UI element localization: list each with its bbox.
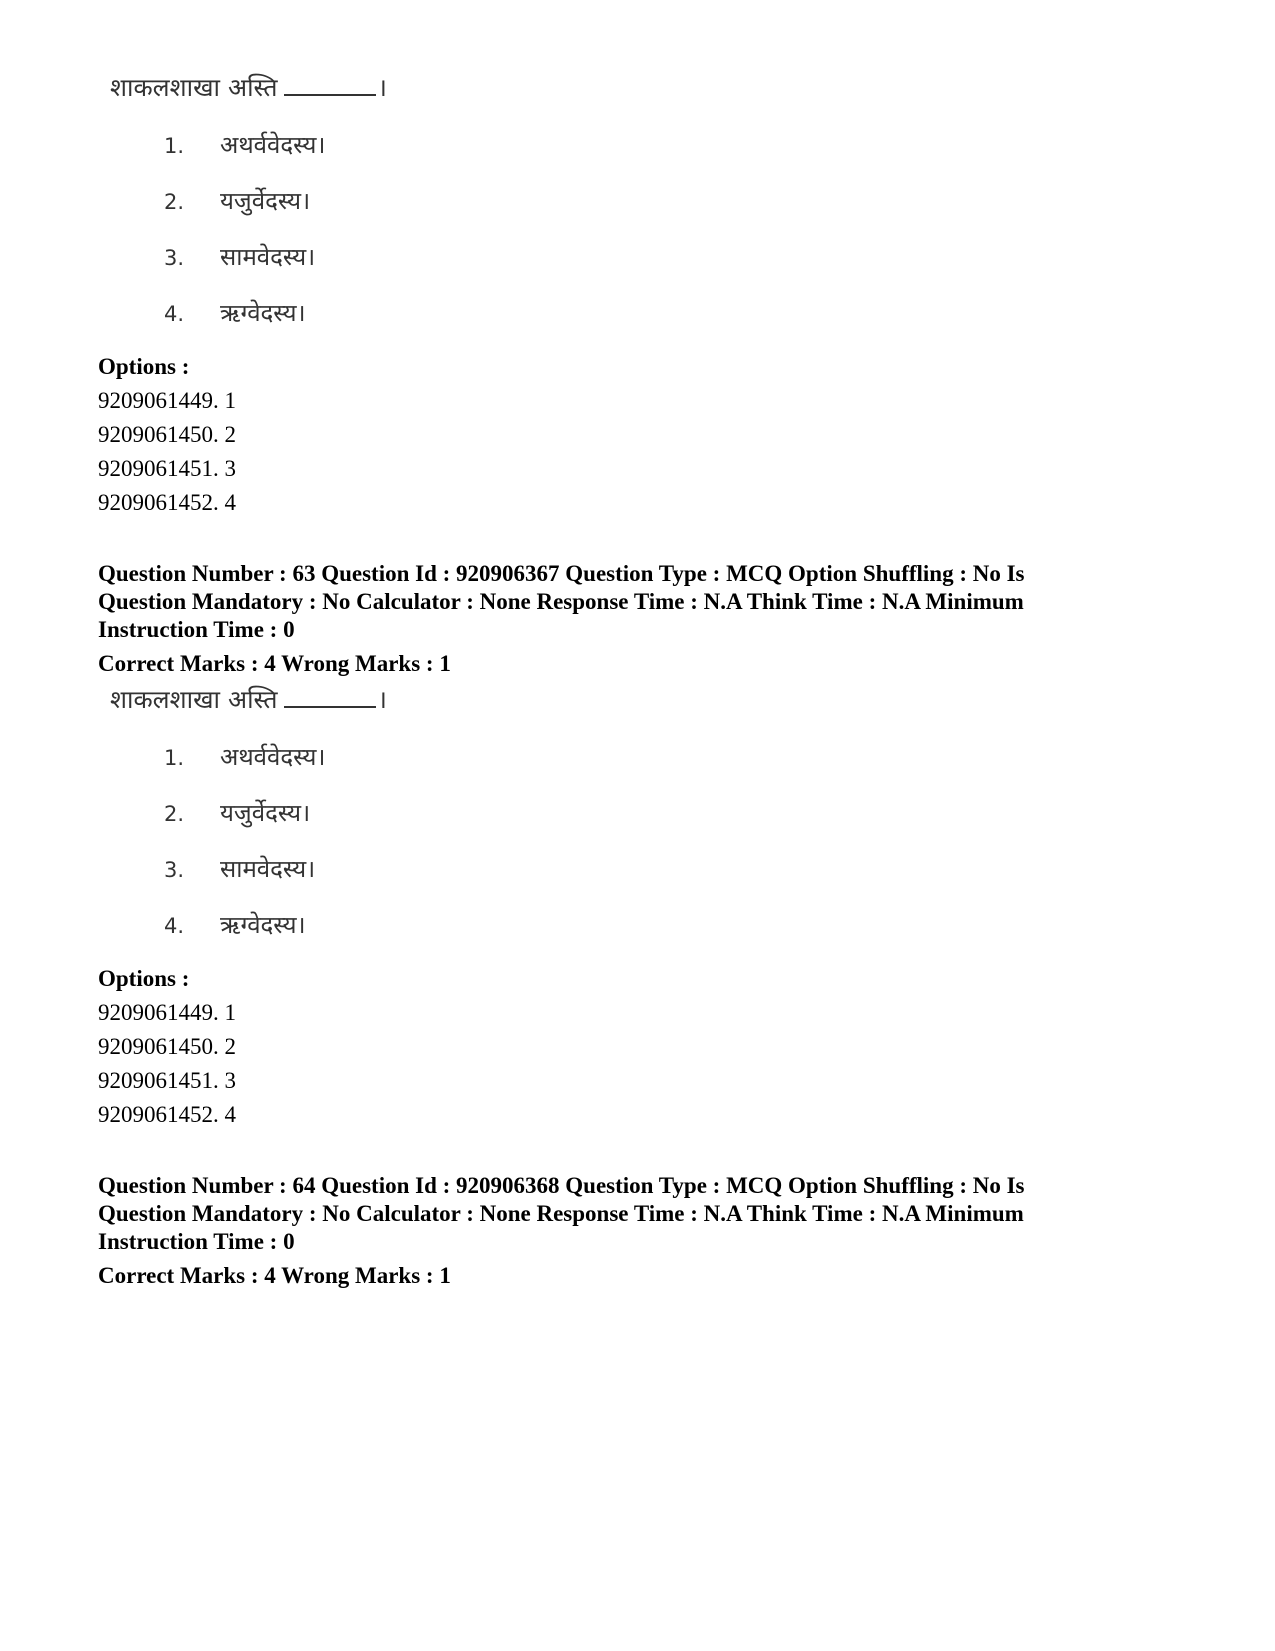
meta-line: Question Number : 63 Question Id : 920906367 Question Type : MCQ Option Shuffling : No Is <box>98 561 1025 586</box>
option-text: अथर्ववेदस्य। <box>220 131 326 159</box>
option-id: 9209061452. 4 <box>98 490 236 515</box>
options-heading: Options : <box>98 966 190 991</box>
question-option <box>164 184 310 217</box>
option-number: 3. <box>164 858 185 882</box>
danda: । <box>377 685 388 714</box>
meta-line: Instruction Time : 0 <box>98 1229 295 1254</box>
question-option <box>164 740 325 773</box>
answer-blank <box>284 684 376 708</box>
option-number: 1. <box>164 134 185 158</box>
options-heading: Options : <box>98 354 190 379</box>
option-text: यजुर्वेदस्य। <box>220 187 311 215</box>
question-option <box>164 240 315 273</box>
option-id: 9209061452. 4 <box>98 1102 236 1127</box>
options-list <box>98 350 236 520</box>
option-number: 4. <box>164 914 185 938</box>
question-option <box>164 852 315 885</box>
question-image <box>100 682 700 942</box>
option-id: 9209061451. 3 <box>98 456 236 481</box>
option-number: 4. <box>164 302 185 326</box>
question-image <box>100 70 700 330</box>
option-text: सामवेदस्य। <box>220 243 316 271</box>
danda: । <box>377 73 388 102</box>
answer-blank <box>284 72 376 96</box>
option-number: 1. <box>164 746 185 770</box>
meta-line: Question Number : 64 Question Id : 920906368 Question Type : MCQ Option Shuffling : No Is <box>98 1173 1025 1198</box>
question-option <box>164 128 325 161</box>
option-text: अथर्ववेदस्य। <box>220 743 326 771</box>
option-number: 2. <box>164 802 185 826</box>
option-text: यजुर्वेदस्य। <box>220 799 311 827</box>
options-list <box>98 962 236 1132</box>
marks-line: Correct Marks : 4 Wrong Marks : 1 <box>98 1263 451 1288</box>
meta-line: Instruction Time : 0 <box>98 617 295 642</box>
question-stem <box>110 682 387 716</box>
option-id: 9209061450. 2 <box>98 1034 236 1059</box>
option-number: 3. <box>164 246 185 270</box>
meta-line: Question Mandatory : No Calculator : None Response Time : N.A Think Time : N.A Minimum <box>98 1201 1024 1226</box>
option-id: 9209061449. 1 <box>98 388 236 413</box>
marks-line: Correct Marks : 4 Wrong Marks : 1 <box>98 651 451 676</box>
option-id: 9209061450. 2 <box>98 422 236 447</box>
question-option <box>164 908 306 941</box>
question-stem-text: शाकलशाखा अस्ति <box>110 73 278 102</box>
option-id: 9209061449. 1 <box>98 1000 236 1025</box>
question-option <box>164 796 310 829</box>
question-stem-text: शाकलशाखा अस्ति <box>110 685 278 714</box>
question-stem <box>110 70 387 104</box>
question-option <box>164 296 306 329</box>
question-meta <box>98 560 1098 678</box>
option-text: ऋग्वेदस्य। <box>220 911 306 939</box>
option-text: सामवेदस्य। <box>220 855 316 883</box>
option-text: ऋग्वेदस्य। <box>220 299 306 327</box>
question-meta <box>98 1172 1098 1290</box>
meta-line: Question Mandatory : No Calculator : None Response Time : N.A Think Time : N.A Minimum <box>98 589 1024 614</box>
option-number: 2. <box>164 190 185 214</box>
option-id: 9209061451. 3 <box>98 1068 236 1093</box>
